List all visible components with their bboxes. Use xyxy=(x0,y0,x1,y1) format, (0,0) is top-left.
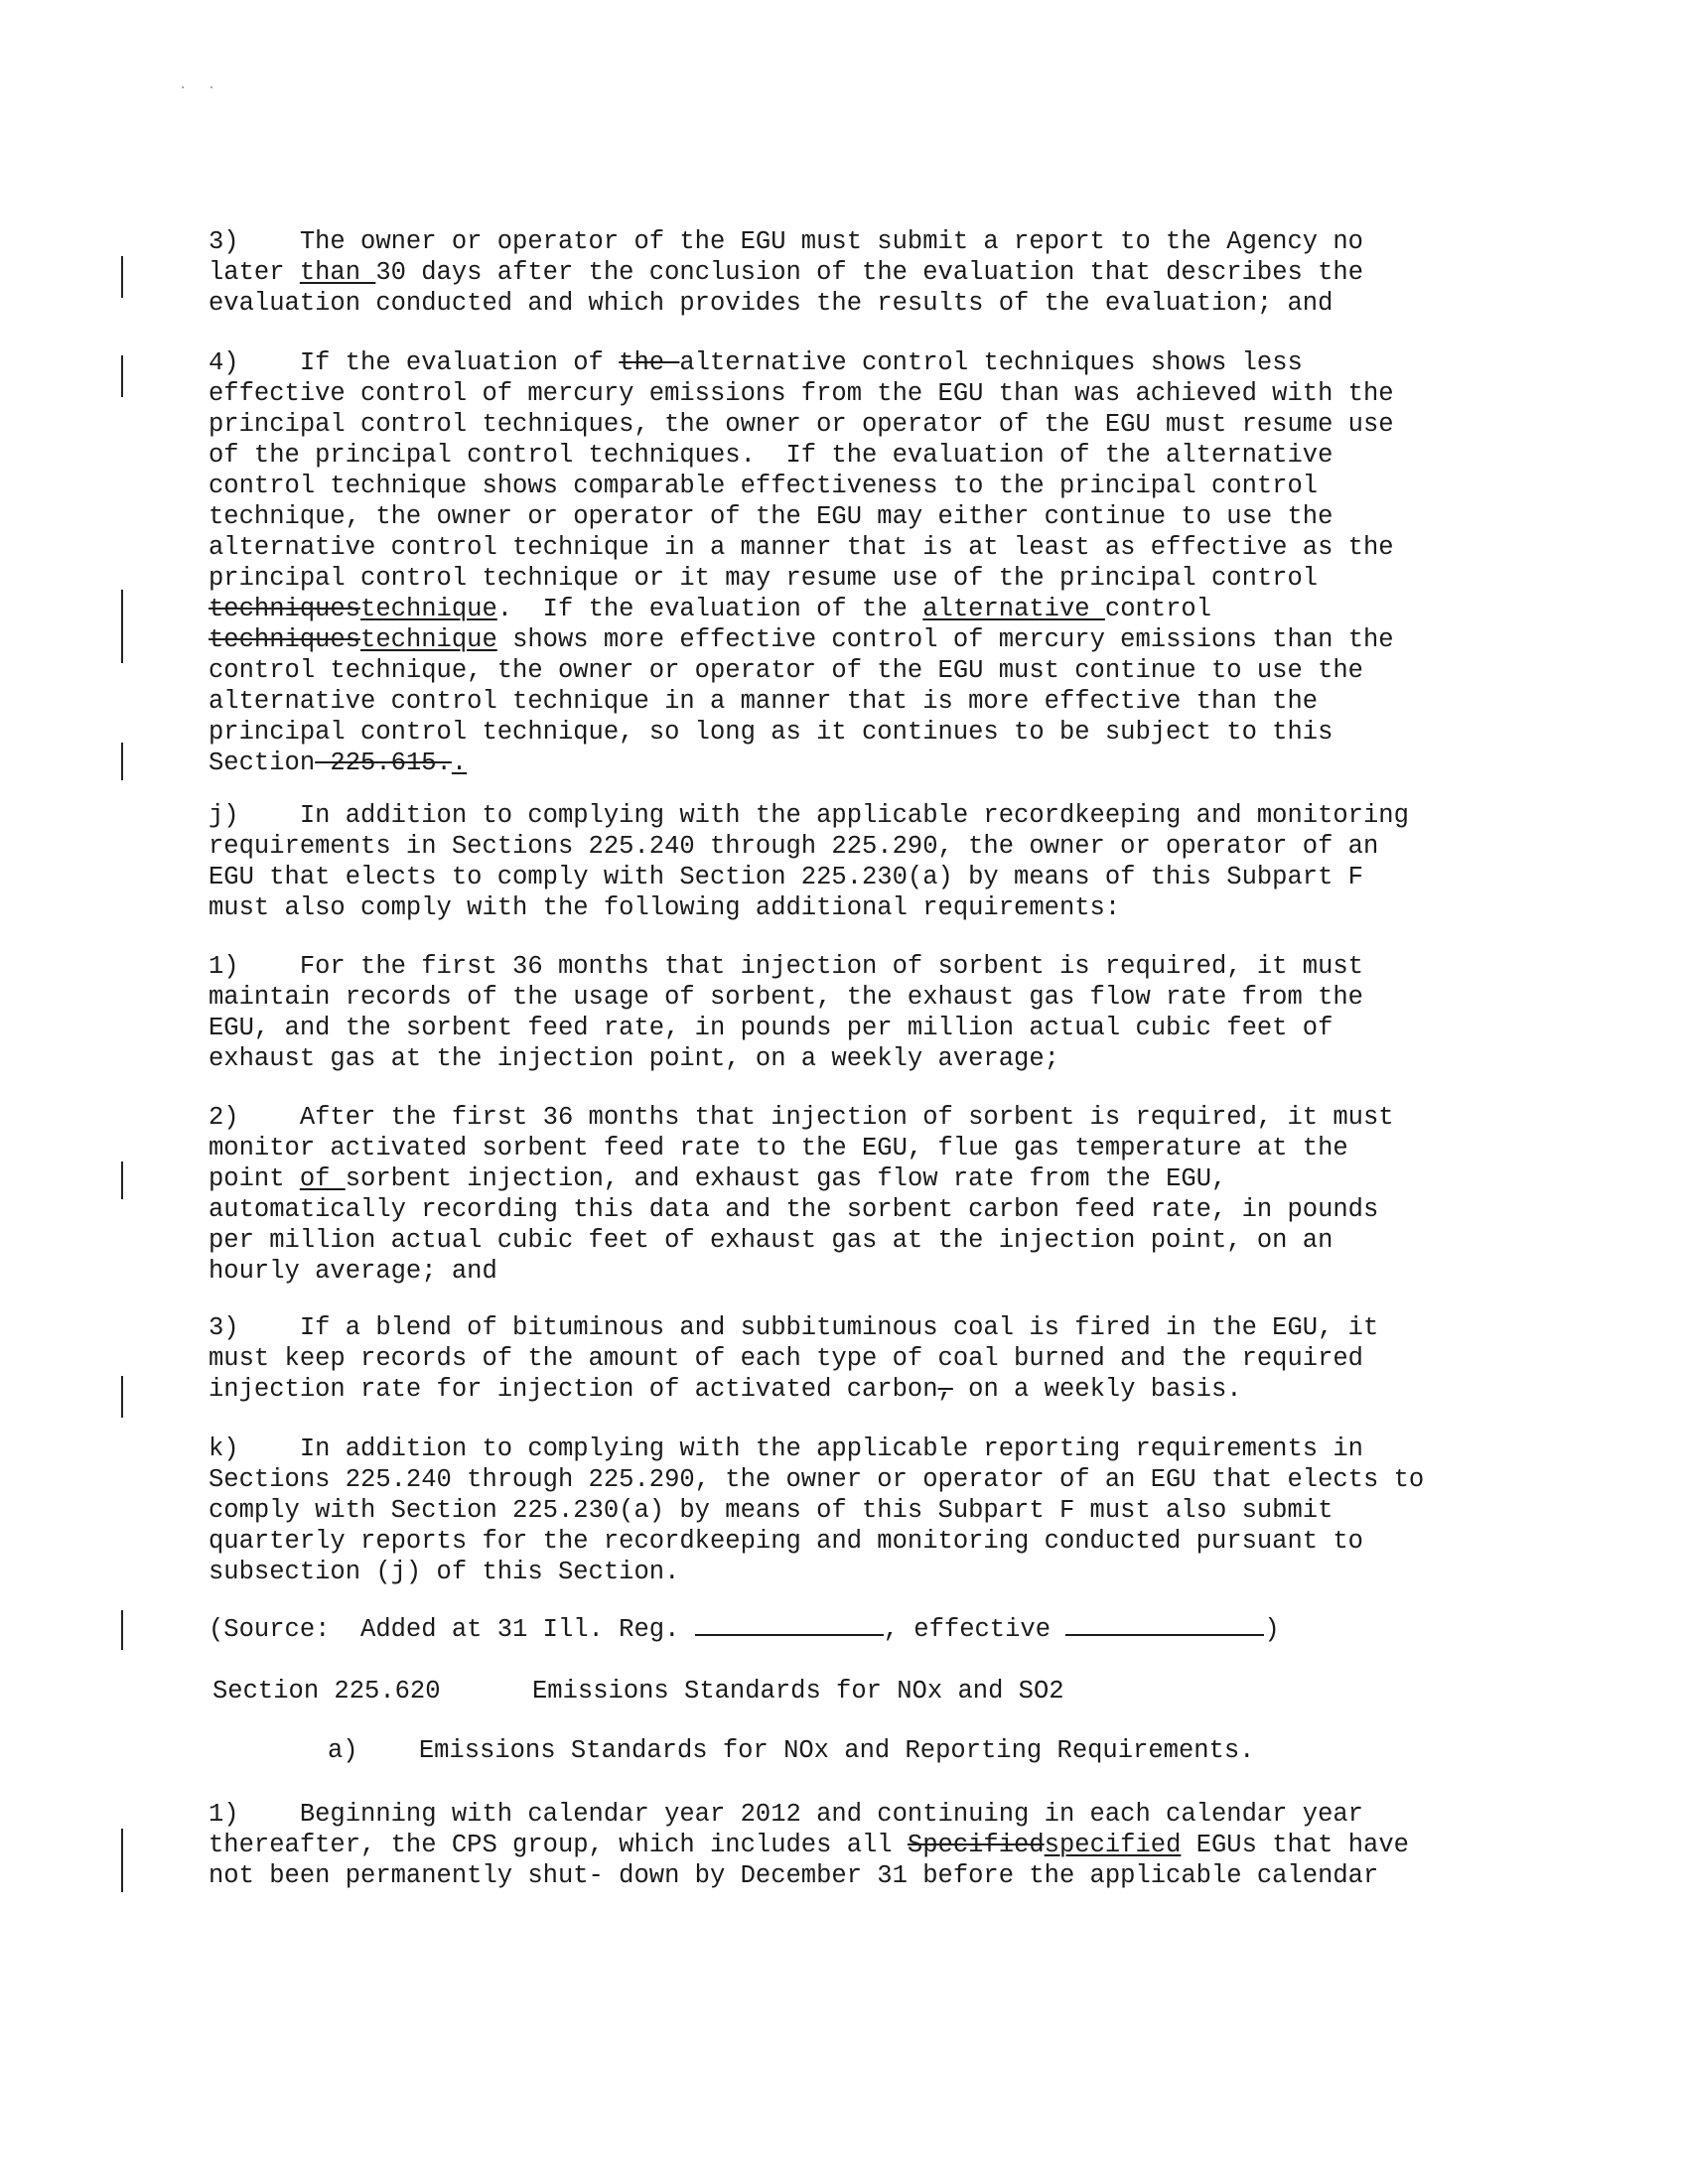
inserted-text: technique xyxy=(360,595,497,623)
change-bar xyxy=(121,1610,123,1650)
inserted-text: . xyxy=(451,749,468,777)
paragraph-j: j) In addition to complying with the applicable recordkeeping and monitoring requirements in Sections 225.240 through 225.290, the owner or operator of an EGU that elects to comply with Section 225.230(a) by means of this Subpart F must also comply with the following additional requirements: xyxy=(209,801,1409,922)
paragraph-1: 1) Beginning with calendar year 2012 and continuing in each calendar year thereafter, the CPS group, which includes all Specifiedspecified EGUs that have not been permanently shut- down by December 31 before the applicable calendar xyxy=(209,1800,1409,1890)
blank-line xyxy=(1065,1616,1264,1636)
source-note: (Source: Added at 31 Ill. Reg. , effective ) xyxy=(209,1615,1280,1644)
subsection-a: a) Emissions Standards for NOx and Reporting Requirements. xyxy=(328,1736,1255,1765)
change-bar xyxy=(121,256,123,298)
deleted-text: 225.615. xyxy=(315,749,452,777)
deleted-text: , xyxy=(937,1375,953,1404)
inserted-text: alternative xyxy=(922,595,1105,623)
change-bar xyxy=(121,1161,123,1199)
inserted-text: specified xyxy=(1044,1831,1182,1859)
paragraph-k: k) In addition to complying with the applicable reporting requirements in Sections 225.240 through 225.290, the owner or operator of an EGU that elects to comply with Section 225.230(a) by means of this Subpart F must also submit quarterly reports for the recordkeeping and monitoring conducted pursuant to subsection (j) of this Section. xyxy=(209,1434,1425,1586)
change-bar xyxy=(121,1376,123,1418)
section-number: Section 225.620 xyxy=(212,1677,441,1706)
paragraph-3: 3) The owner or operator of the EGU must submit a report to the Agency no later than 30 days after the conclusion of the evaluation that describes the evaluation conducted and which provides the results of the evaluation; and xyxy=(209,227,1364,318)
deleted-text: the xyxy=(619,348,680,377)
paragraph-j2: 2) After the first 36 months that injection of sorbent is required, it must monitor activated sorbent feed rate to the EGU, flue gas temperature at the point of sorbent injection, and exhaust gas flow rate from the EGU, automatically recording this data and the sorbent carbon feed rate, in pounds per million actual cubic feet of exhaust gas at the injection point, on an hourly average; and xyxy=(209,1103,1394,1286)
blank-line xyxy=(695,1616,884,1636)
change-bar xyxy=(121,355,123,397)
change-bar xyxy=(121,743,123,780)
page-mark: . . xyxy=(179,77,222,93)
deleted-text: techniques xyxy=(209,595,361,623)
deleted-text: Specified xyxy=(907,1831,1045,1859)
paragraph-4: 4) If the evaluation of the alternative control techniques shows less effective control of mercury emissions from the EGU than was achieved with the principal control techniques, the owner or operator of the EGU must resume use of the principal control techniques. If the evaluation of the alternative control technique shows comparable effectiveness to the principal control technique, the owner or operator of the EGU may either continue to use the alternative control technique in a manner that is at least as effective as the principal control technique or it may resume use of the principal control techniquestechnique. If the evaluation of the alternative control techniquestechnique shows more effective control of mercury emissions than the control technique, the owner or operator of the EGU must continue to use the alternative control technique in a manner that is more effective than the principal control technique, so long as it continues to be subject to this Section 225.615.. xyxy=(209,348,1394,777)
inserted-text: than xyxy=(299,258,376,287)
deleted-text: techniques xyxy=(209,625,361,654)
paragraph-j3: 3) If a blend of bituminous and subbituminous coal is fired in the EGU, it must keep records of the amount of each type of coal burned and the required injection rate for injection of activated carbon, on a weekly basis. xyxy=(209,1313,1379,1404)
inserted-text: of xyxy=(299,1164,346,1193)
section-title: Emissions Standards for NOx and SO2 xyxy=(532,1677,1064,1706)
paragraph-j1: 1) For the first 36 months that injection of sorbent is required, it must maintain records of the usage of sorbent, the exhaust gas flow rate from the EGU, and the sorbent feed rate, in pounds per million actual cubic feet of exhaust gas at the injection point, on a weekly average; xyxy=(209,952,1363,1073)
change-bar xyxy=(121,590,123,663)
change-bar xyxy=(121,1829,123,1892)
inserted-text: technique xyxy=(360,625,497,654)
